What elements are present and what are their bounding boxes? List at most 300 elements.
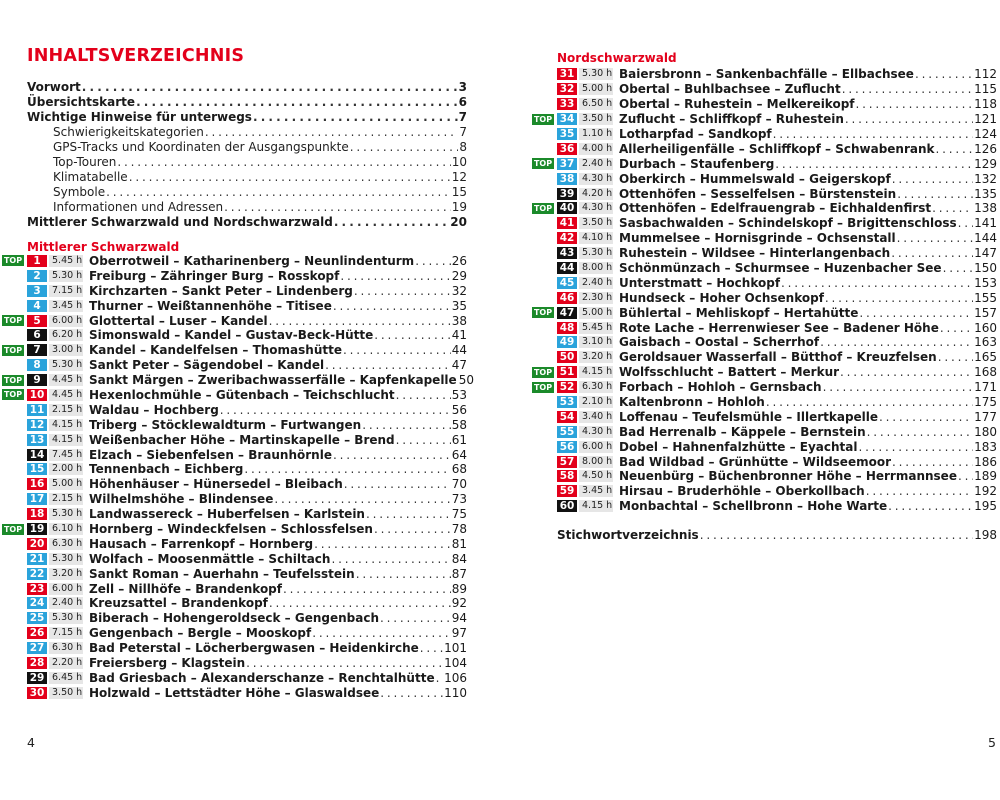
tour-number-badge: 57 — [557, 456, 577, 468]
tour-page: 87 — [451, 566, 467, 581]
front-matter-entry[interactable] — [27, 80, 467, 95]
tour-page: 132 — [974, 171, 997, 186]
tour-entry[interactable] — [557, 424, 997, 439]
leader-dots — [283, 582, 451, 596]
tour-page: 84 — [451, 551, 467, 566]
tour-entry[interactable] — [3, 253, 467, 269]
top-tour-badge: TOP — [3, 256, 23, 266]
entry-label: Symbole — [53, 184, 106, 199]
tour-entry[interactable] — [533, 156, 997, 171]
front-matter-entry[interactable] — [27, 185, 467, 200]
leader-dots — [269, 596, 451, 610]
tour-duration: 6.00 h — [579, 441, 613, 453]
tour-number-badge: 43 — [557, 247, 577, 259]
tour-duration: 2.15 h — [49, 493, 83, 505]
tour-entry[interactable] — [557, 454, 997, 469]
tour-number-badge: 4 — [27, 300, 47, 312]
tour-duration: 5.30 h — [579, 68, 613, 80]
tour-duration: 6.30 h — [49, 642, 83, 654]
tour-page: 106 — [444, 670, 467, 685]
tour-name: Forbach – Hohloh – Gernsbach — [619, 380, 822, 395]
tour-number-badge: 38 — [557, 173, 577, 185]
entry-page: 20 — [450, 214, 467, 229]
tour-entry[interactable] — [557, 67, 997, 82]
entry-label: Top-Touren — [53, 154, 117, 169]
tour-page: 160 — [974, 320, 997, 335]
leader-dots — [374, 328, 450, 342]
tour-number-badge: 49 — [557, 336, 577, 348]
leader-dots — [840, 365, 973, 379]
tour-entry[interactable] — [3, 373, 474, 388]
tour-entry[interactable] — [27, 268, 467, 283]
tour-name: Rote Lache – Herrenwieser See – Badener Höhe — [619, 320, 939, 335]
leader-dots — [269, 314, 451, 328]
tour-number-badge: 47 — [557, 307, 577, 319]
entry-page: 15 — [451, 184, 467, 199]
tour-duration: 4.50 h — [579, 470, 613, 482]
tour-name: Hexenlochmühle – Gütenbach – Teichschlucht — [89, 387, 395, 402]
leader-dots — [380, 611, 451, 625]
tour-name: Sankt Roman – Auerhahn – Teufelsstein — [89, 566, 355, 581]
tour-entry[interactable] — [557, 127, 997, 142]
tour-name: Loffenau – Teufelsmühle – Illertkapelle — [619, 409, 879, 424]
tour-page: 150 — [974, 261, 997, 276]
tour-entry[interactable] — [27, 596, 467, 611]
tour-entry[interactable] — [27, 358, 467, 373]
tour-entry[interactable] — [27, 685, 467, 700]
tour-name: Hausach – Farrenkopf – Hornberg — [89, 536, 314, 551]
top-tour-badge: TOP — [533, 114, 553, 124]
tour-duration: 4.15 h — [579, 366, 613, 378]
tour-entry[interactable] — [3, 387, 467, 403]
tour-name: Gengenbach – Bergle – Mooskopf — [89, 626, 312, 641]
tour-number-badge: 3 — [27, 285, 47, 297]
leader-dots — [436, 671, 444, 685]
top-tour-badge: TOP — [3, 375, 23, 385]
tour-entry[interactable] — [533, 112, 997, 127]
tour-name: Simonswald – Kandel – Gustav-Beck-Hütte — [89, 328, 374, 343]
tour-duration: 4.45 h — [49, 374, 83, 386]
tour-entry[interactable] — [557, 186, 997, 201]
tour-page: 129 — [974, 156, 997, 171]
tour-number-badge: 25 — [27, 612, 47, 624]
tour-entry[interactable] — [557, 499, 997, 514]
tour-name: Bad Herrenalb – Käppele – Bernstein — [619, 424, 866, 439]
tour-name: Elzach – Siebenfelsen – Braunhörnle — [89, 447, 332, 462]
tour-number-badge: 30 — [27, 687, 47, 699]
tour-page: 183 — [974, 439, 997, 454]
tour-entry[interactable] — [557, 409, 997, 424]
tour-entry[interactable] — [27, 328, 467, 343]
tour-number-badge: 21 — [27, 553, 47, 565]
tour-duration: 5.30 h — [49, 270, 83, 282]
top-tour-badge: TOP — [533, 308, 553, 318]
tour-page: 192 — [974, 484, 997, 499]
front-matter-entry[interactable] — [27, 170, 467, 185]
tour-number-badge: 51 — [557, 366, 577, 378]
tour-page: 68 — [451, 462, 467, 477]
tour-duration: 4.15 h — [579, 500, 613, 512]
entry-page: 12 — [451, 169, 467, 184]
tour-number-badge: 46 — [557, 292, 577, 304]
tour-page: 163 — [974, 335, 997, 350]
leader-dots — [314, 537, 451, 551]
tour-page: 56 — [451, 402, 467, 417]
tour-number-badge: 60 — [557, 500, 577, 512]
tour-duration: 8.00 h — [579, 262, 613, 274]
leader-dots — [354, 284, 451, 298]
tour-duration: 3.20 h — [579, 351, 613, 363]
tour-list-nord — [533, 67, 997, 514]
tour-number-badge: 15 — [27, 463, 47, 475]
tour-name: Ruhestein – Wildsee – Hinterlangenbach — [619, 246, 891, 261]
tour-entry[interactable] — [27, 492, 467, 507]
leader-dots — [856, 97, 974, 111]
tour-name: Allerheiligenfälle – Schliffkopf – Schwabenrank — [619, 141, 935, 156]
tour-number-badge: 36 — [557, 143, 577, 155]
tour-duration: 2.30 h — [579, 292, 613, 304]
tour-duration: 2.15 h — [49, 404, 83, 416]
index-entry[interactable] — [557, 528, 997, 542]
tour-entry[interactable] — [3, 522, 467, 537]
leader-dots — [220, 403, 451, 417]
tour-number-badge: 16 — [27, 478, 47, 490]
entry-page: 6 — [458, 94, 467, 109]
leader-dots — [246, 656, 443, 670]
entry-label: Schwierigkeitskategorien — [53, 124, 204, 139]
tour-entry[interactable] — [27, 536, 467, 551]
tour-page: 177 — [974, 409, 997, 424]
tour-entry[interactable] — [27, 611, 467, 626]
tour-entry[interactable] — [557, 97, 997, 112]
region-heading-nord: Nordschwarzwald — [557, 51, 677, 65]
tour-name: Hornberg – Windeckfelsen – Schlossfelsen — [89, 522, 373, 536]
tour-page: 115 — [974, 82, 997, 97]
tour-page: 26 — [451, 253, 467, 268]
tour-page: 168 — [974, 365, 997, 380]
tour-page: 124 — [974, 127, 997, 141]
page-number-left: 4 — [27, 735, 35, 750]
leader-dots — [380, 686, 443, 700]
page-number-right: 5 — [988, 735, 996, 750]
tour-entry[interactable] — [557, 141, 997, 156]
tour-page: 147 — [974, 246, 997, 261]
tour-name: Glottertal – Luser – Kandel — [89, 313, 268, 328]
tour-name: Oberrotweil – Katharinenberg – Neunlindenturm — [89, 253, 415, 268]
tour-entry[interactable] — [557, 469, 997, 484]
tour-entry[interactable] — [27, 402, 467, 417]
leader-dots — [879, 410, 973, 424]
entry-label: Wichtige Hinweise für unterwegs — [27, 109, 252, 124]
leader-dots — [331, 552, 450, 566]
tour-number-badge: 34 — [557, 113, 577, 125]
tour-name: Monbachtal – Schellbronn – Hohe Warte — [619, 499, 888, 514]
tour-number-badge: 54 — [557, 411, 577, 423]
tour-entry[interactable] — [27, 462, 467, 477]
tour-duration: 6.50 h — [579, 98, 613, 110]
tour-number-badge: 28 — [27, 657, 47, 669]
tour-page: 138 — [974, 201, 997, 216]
tour-duration: 4.30 h — [579, 426, 613, 438]
tour-entry[interactable] — [533, 201, 997, 216]
tour-duration: 5.30 h — [579, 247, 613, 259]
tour-name: Kandel – Kandelfelsen – Thomashütte — [89, 343, 342, 358]
tour-entry[interactable] — [557, 484, 997, 499]
tour-duration: 6.00 h — [49, 583, 83, 595]
leader-dots — [940, 321, 973, 335]
tour-entry[interactable] — [557, 439, 997, 454]
tour-page: 195 — [974, 499, 997, 514]
front-matter-entry[interactable] — [27, 110, 467, 125]
front-matter-entry[interactable] — [27, 125, 467, 140]
tour-duration: 1.10 h — [579, 128, 613, 140]
tour-number-badge: 8 — [27, 359, 47, 371]
tour-number-badge: 40 — [557, 202, 577, 214]
entry-page: 10 — [451, 154, 467, 169]
tour-page: 89 — [451, 581, 467, 596]
entry-page: 7 — [459, 124, 467, 139]
tour-duration: 4.45 h — [49, 389, 83, 401]
top-tour-badge: TOP — [533, 382, 553, 392]
tour-page: 94 — [451, 611, 467, 626]
tour-name: Neuenbürg – Büchenbronner Höhe – Herrmannsee — [619, 469, 957, 484]
leader-dots — [362, 418, 451, 432]
tour-duration: 5.00 h — [49, 478, 83, 490]
tour-name: Ottenhöfen – Edelfrauengrab – Eichhaldenfirst — [619, 201, 932, 216]
tour-number-badge: 42 — [557, 232, 577, 244]
tour-name: Bad Peterstal – Löcherbergwasen – Heidenkirche — [89, 641, 419, 656]
tour-entry[interactable] — [533, 380, 997, 395]
front-matter-entry[interactable] — [27, 95, 467, 110]
tour-name: Ottenhöfen – Sesselfelsen – Bürstenstein — [619, 186, 897, 201]
tour-name: Holzwald – Lettstädter Höhe – Glaswaldsee — [89, 685, 380, 700]
top-tour-badge: TOP — [3, 316, 23, 326]
tour-duration: 4.15 h — [49, 434, 83, 446]
page-title: INHALTSVERZEICHNIS — [27, 46, 245, 66]
tour-duration: 4.15 h — [49, 419, 83, 431]
tour-entry[interactable] — [27, 298, 467, 313]
leader-dots — [344, 477, 451, 491]
tour-page: 61 — [451, 432, 467, 447]
tour-duration: 5.30 h — [49, 359, 83, 371]
tour-number-badge: 9 — [27, 374, 47, 386]
tour-entry[interactable] — [557, 320, 997, 335]
leader-dots — [205, 125, 459, 140]
tour-entry[interactable] — [27, 432, 467, 447]
leader-dots — [781, 276, 973, 290]
tour-duration: 3.00 h — [49, 344, 83, 356]
tour-entry[interactable] — [557, 395, 997, 410]
leader-dots — [897, 231, 973, 245]
tour-page: 180 — [974, 424, 997, 439]
tour-duration: 6.30 h — [49, 538, 83, 550]
top-tour-badge: TOP — [533, 159, 553, 169]
tour-duration: 5.30 h — [49, 553, 83, 565]
tour-name: Hirsau – Bruderhöhle – Oberkollbach — [619, 484, 865, 499]
tour-entry[interactable] — [557, 82, 997, 97]
tour-entry[interactable] — [557, 216, 997, 231]
tour-number-badge: 2 — [27, 270, 47, 282]
tour-number-badge: 5 — [27, 315, 47, 327]
leader-dots — [312, 626, 451, 640]
tour-name: Triberg – Stöcklewaldturm – Furtwangen — [89, 417, 362, 432]
tour-entry[interactable] — [533, 305, 997, 320]
tour-name: Schönmünzach – Schurmsee – Huzenbacher See — [619, 261, 942, 276]
top-tour-badge: TOP — [3, 345, 23, 355]
tour-number-badge: 48 — [557, 322, 577, 334]
tour-number-badge: 27 — [27, 642, 47, 654]
tour-number-badge: 29 — [27, 672, 47, 684]
tour-name: Gaisbach – Oostal – Scherrhof — [619, 335, 820, 350]
tour-page: 175 — [974, 395, 997, 410]
tour-duration: 3.50 h — [49, 687, 83, 699]
tour-name: Wilhelmshöhe – Blindensee — [89, 492, 274, 507]
tour-entry[interactable] — [27, 581, 467, 596]
tour-entry[interactable] — [27, 641, 467, 656]
tour-entry[interactable] — [557, 290, 997, 305]
tour-entry[interactable] — [557, 171, 997, 186]
tour-name: Obertal – Buhlbachsee – Zuflucht — [619, 82, 841, 97]
leader-dots — [129, 170, 451, 185]
tour-number-badge: 44 — [557, 262, 577, 274]
leader-dots — [891, 246, 973, 260]
tour-page: 32 — [451, 283, 467, 298]
tour-duration: 3.50 h — [579, 113, 613, 125]
leader-dots — [845, 112, 973, 126]
leader-dots — [915, 67, 973, 81]
region-heading-mittlerer: Mittlerer Schwarzwald — [27, 239, 180, 254]
tour-name: Thurner – Weißtannenhöhe – Titisee — [89, 298, 332, 313]
tour-page: 189 — [974, 469, 997, 484]
entry-page: 7 — [458, 109, 467, 124]
tour-number-badge: 32 — [557, 83, 577, 95]
tour-duration: 3.40 h — [579, 411, 613, 423]
tour-duration: 7.15 h — [49, 627, 83, 639]
tour-duration: 2.00 h — [49, 463, 83, 475]
front-matter-entry[interactable] — [27, 215, 467, 230]
tour-entry[interactable] — [557, 246, 997, 261]
tour-entry[interactable] — [557, 335, 997, 350]
tour-number-badge: 58 — [557, 470, 577, 482]
tour-duration: 2.10 h — [579, 396, 613, 408]
tour-entry[interactable] — [27, 656, 467, 671]
leader-dots — [775, 157, 973, 171]
tour-entry[interactable] — [557, 275, 997, 290]
tour-entry[interactable] — [27, 551, 467, 566]
leader-dots — [825, 291, 973, 305]
entry-label: Mittlerer Schwarzwald und Nordschwarzwald — [27, 214, 333, 229]
tour-page: 38 — [451, 313, 467, 328]
front-matter-entry[interactable] — [27, 140, 467, 155]
front-matter-list — [27, 80, 467, 230]
tour-duration: 5.00 h — [579, 83, 613, 95]
tour-page: 126 — [974, 141, 997, 156]
tour-entry[interactable] — [27, 447, 467, 462]
tour-duration: 3.50 h — [579, 217, 613, 229]
leader-dots — [867, 425, 973, 439]
tour-entry[interactable] — [3, 313, 467, 328]
tour-page: 121 — [974, 112, 997, 127]
leader-dots — [700, 528, 973, 542]
leader-dots — [897, 187, 973, 201]
tour-entry[interactable] — [557, 231, 997, 246]
tour-number-badge: 10 — [27, 389, 47, 401]
entry-label: Übersichtskarte — [27, 94, 136, 109]
tour-duration: 3.45 h — [49, 300, 83, 312]
front-matter-entry[interactable] — [27, 155, 467, 170]
tour-number-badge: 20 — [27, 538, 47, 550]
tour-entry[interactable] — [3, 343, 467, 358]
tour-entry[interactable] — [27, 507, 467, 522]
tour-number-badge: 17 — [27, 493, 47, 505]
tour-entry[interactable] — [27, 670, 467, 685]
tour-duration: 6.00 h — [49, 315, 83, 327]
tour-number-badge: 37 — [557, 158, 577, 170]
tour-entry[interactable] — [533, 365, 997, 380]
tour-entry[interactable] — [27, 566, 467, 581]
top-tour-badge: TOP — [533, 367, 553, 377]
tour-page: 44 — [451, 343, 467, 358]
tour-page: 153 — [974, 275, 997, 290]
leader-dots — [340, 269, 450, 283]
entry-label: GPS-Tracks und Koordinaten der Ausgangspunkte — [53, 139, 349, 154]
index-page: 198 — [974, 527, 997, 542]
leader-dots — [773, 127, 973, 141]
tour-number-badge: 18 — [27, 508, 47, 520]
leader-dots — [82, 80, 458, 95]
leader-dots — [415, 254, 451, 268]
tour-number-badge: 1 — [27, 255, 47, 267]
tour-number-badge: 13 — [27, 434, 47, 446]
leader-dots — [350, 140, 459, 155]
leader-dots — [892, 455, 973, 469]
tour-name: Mummelsee – Hornisgrinde – Ochsenstall — [619, 231, 896, 246]
tour-entry[interactable] — [27, 283, 467, 298]
tour-duration: 8.00 h — [579, 456, 613, 468]
tour-entry[interactable] — [27, 477, 467, 492]
tour-entry[interactable] — [557, 350, 997, 365]
tour-name: Landwassereck – Huberfelsen – Karlstein — [89, 507, 365, 522]
tour-list-mittlerer — [3, 253, 474, 701]
leader-dots — [859, 440, 974, 454]
tour-name: Freiburg – Zähringer Burg – Rosskopf — [89, 268, 340, 283]
tour-entry[interactable] — [557, 261, 997, 276]
top-tour-badge: TOP — [533, 203, 553, 213]
tour-number-badge: 50 — [557, 351, 577, 363]
tour-number-badge: 52 — [557, 381, 577, 393]
leader-dots — [866, 484, 973, 498]
front-matter-entry[interactable] — [27, 200, 467, 215]
tour-number-badge: 39 — [557, 188, 577, 200]
tour-page: 97 — [451, 626, 467, 641]
tour-page: 58 — [451, 417, 467, 432]
tour-number-badge: 24 — [27, 597, 47, 609]
tour-duration: 2.40 h — [579, 158, 613, 170]
tour-page: 141 — [974, 216, 997, 231]
tour-name: Obertal – Ruhestein – Melkereikopf — [619, 97, 855, 112]
tour-entry[interactable] — [27, 626, 467, 641]
tour-number-badge: 19 — [27, 523, 47, 535]
tour-entry[interactable] — [27, 417, 467, 432]
tour-number-badge: 23 — [27, 583, 47, 595]
tour-duration: 6.10 h — [49, 523, 83, 535]
tour-page: 157 — [974, 305, 997, 320]
tour-page: 171 — [974, 380, 997, 395]
tour-page: 118 — [974, 97, 997, 112]
tour-page: 35 — [451, 298, 467, 313]
leader-dots — [396, 433, 451, 447]
tour-duration: 4.20 h — [579, 188, 613, 200]
